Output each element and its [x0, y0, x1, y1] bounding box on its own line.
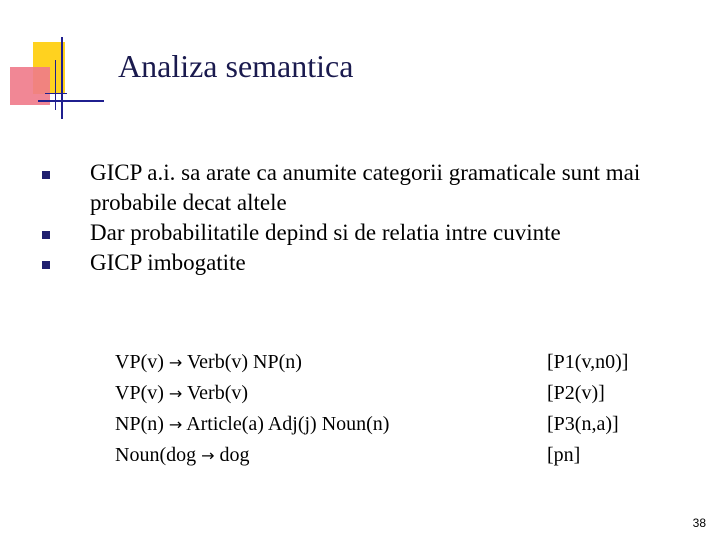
- slide-logo-decoration: [0, 0, 110, 130]
- rule-lhs: VP(v): [115, 382, 164, 404]
- rule-production: [115, 440, 250, 471]
- square-bullet-icon: [42, 231, 50, 239]
- right-arrow-icon: →: [201, 446, 215, 465]
- page-number: 38: [692, 516, 706, 530]
- rule-lhs: VP(v): [115, 351, 164, 373]
- right-arrow-icon: →: [168, 353, 183, 372]
- rule-rhs: Article(a) Adj(j) Noun(n): [186, 413, 390, 435]
- rule-lhs: Noun(dog: [115, 444, 197, 466]
- right-arrow-icon: →: [168, 384, 183, 403]
- rule-production: [115, 378, 248, 409]
- bullet-text: GICP a.i. sa arate ca anumite categorii gramaticale sunt mai probabile decat altele: [90, 160, 641, 215]
- rule-probability: [pn]: [547, 444, 581, 466]
- bullet-item: [42, 158, 692, 218]
- rule-rhs: Verb(v): [186, 382, 249, 404]
- bullet-text: GICP imbogatite: [90, 250, 246, 275]
- rule-production: [115, 409, 389, 440]
- rule-probability: [P3(n,a)]: [547, 413, 619, 435]
- rule-rhs: Verb(v) NP(n): [186, 351, 302, 373]
- rule-lhs: NP(n): [115, 413, 164, 435]
- bullet-text: Dar probabilitatile depind si de relatia intre cuvinte: [90, 220, 561, 245]
- slide-title: Analiza semantica: [118, 48, 354, 84]
- square-bullet-icon: [42, 171, 50, 179]
- bullet-item: [42, 218, 692, 248]
- logo-horizontal-line-short: [45, 93, 67, 94]
- rule-probability: [P1(v,n0)]: [547, 351, 629, 373]
- logo-horizontal-line: [38, 100, 104, 102]
- logo-vertical-line: [61, 37, 63, 119]
- bullet-list: [42, 158, 692, 278]
- right-arrow-icon: →: [168, 415, 183, 434]
- logo-vertical-line-thin: [55, 60, 56, 110]
- square-bullet-icon: [42, 261, 50, 269]
- rule-rhs: dog: [219, 444, 250, 466]
- rule-probability: [P2(v)]: [547, 382, 605, 404]
- rule-production: [115, 347, 302, 378]
- bullet-item: [42, 248, 692, 278]
